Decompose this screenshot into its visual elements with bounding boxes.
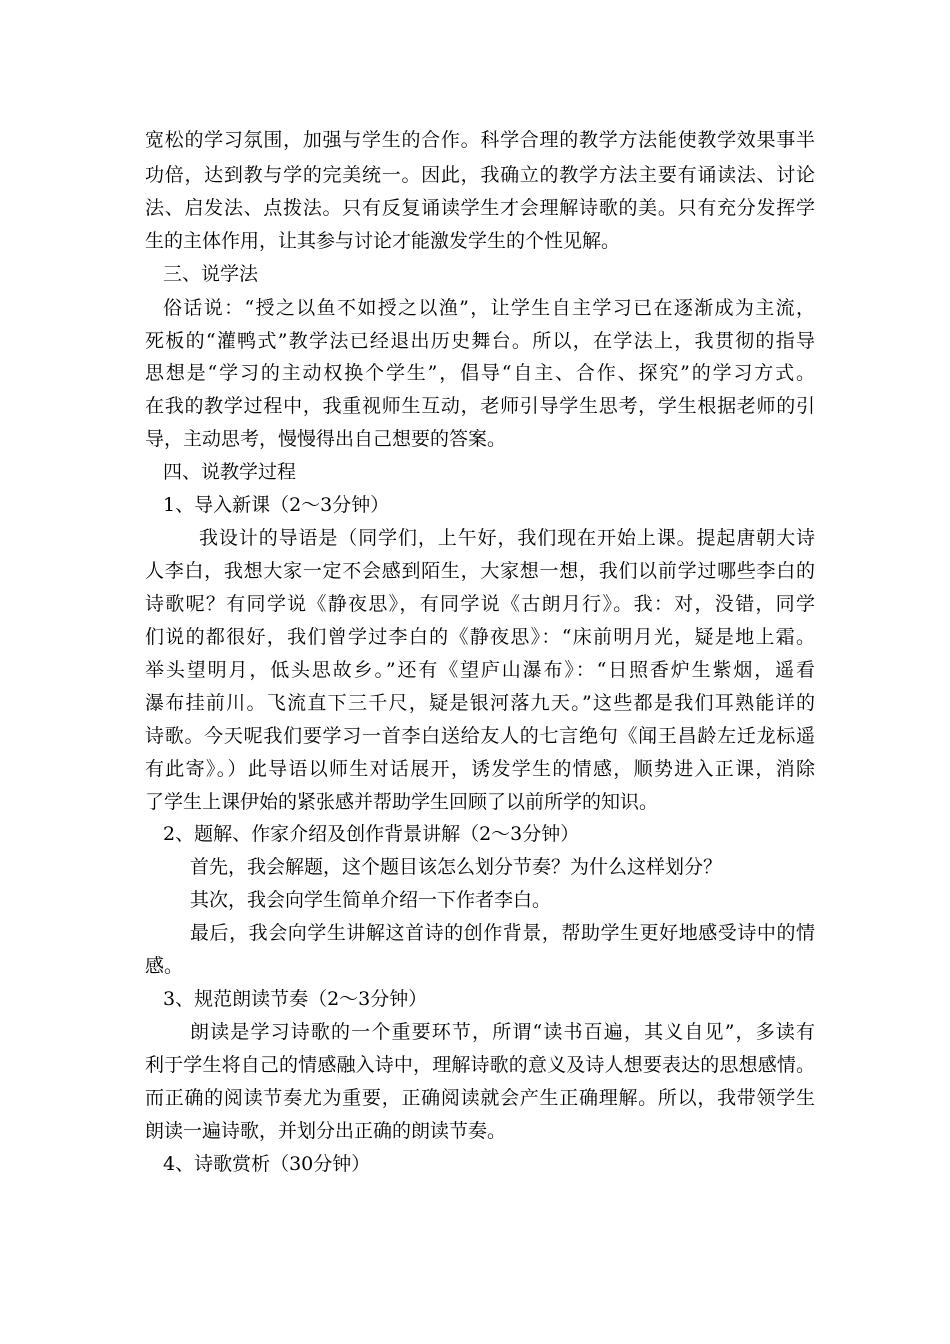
text-line: 首先，我会解题，这个题目该怎么划分节奏？为什么这样划分？ (190, 856, 723, 878)
text-line: 功倍，达到教与学的完美统一。因此，我确立的教学方法主要有诵读法、讨论 (145, 164, 815, 186)
text-line: 利于学生将自己的情感融入诗中，理解诗歌的意义及诗人想要表达的思想感情。 (145, 1054, 815, 1076)
text-line: 举头望明月，低头思故乡。”还有《望庐山瀑布》：“日照香炉生紫烟，遥看 (145, 659, 815, 681)
text-line: 而正确的阅读节奏尤为重要，正确阅读就会产生正确理解。所以，我带领学生 (145, 1087, 815, 1109)
text-line: 们说的都很好，我们曾学过李白的《静夜思》：“床前明月光，疑是地上霜。 (145, 626, 815, 648)
text-line: 人李白，我想大家一定不会感到陌生，大家想一想，我们以前学过哪些李白的 (145, 560, 815, 582)
text-line: 最后，我会向学生讲解这首诗的创作背景，帮助学生更好地感受诗中的情 (190, 922, 815, 944)
text-line: 我设计的导语是（同学们，上午好，我们现在开始上课。提起唐朝大诗 (199, 527, 815, 549)
text-line: 法、启发法、点拨法。只有反复诵读学生才会理解诗歌的美。只有充分发挥学 (145, 197, 815, 219)
text-line: 思想是“学习的主动权换个学生”，倡导“自主、合作、探究”的学习方式。 (145, 362, 815, 384)
text-line: 其次，我会向学生简单介绍一下作者李白。 (190, 889, 552, 911)
section-heading: 三、说学法 (163, 263, 259, 285)
text-line: 朗读一遍诗歌，并划分出正确的朗读节奏。 (145, 1120, 507, 1142)
subsection-heading: 1、导入新课（2～3分钟） (163, 494, 390, 516)
subsection-heading: 2、题解、作家介绍及创作背景讲解（2～3分钟） (163, 823, 580, 845)
text-line: 诗歌呢？有同学说《静夜思》，有同学说《古朗月行》。我：对，没错，同学 (145, 593, 815, 615)
text-line: 导，主动思考，慢慢得出自己想要的答案。 (145, 428, 507, 450)
subsection-heading: 3、规范朗读节奏（2～3分钟） (163, 988, 428, 1010)
text-line: 宽松的学习氛围，加强与学生的合作。科学合理的教学方法能使教学效果事半 (145, 129, 815, 151)
text-line: 了学生上课伊始的紧张感并帮助学生回顾了以前所学的知识。 (145, 791, 659, 813)
text-line: 朗读是学习诗歌的一个重要环节，所谓“读书百遍，其义自见”，多读有 (190, 1021, 815, 1043)
text-line: 有此寄》。）此导语以师生对话展开，诱发学生的情感，顺势进入正课，消除 (145, 758, 815, 780)
text-line: 诗歌。今天呢我们要学习一首李白送给友人的七言绝句《闻王昌龄左迁龙标遥 (145, 725, 815, 747)
text-line: 死板的“灌鸭式”教学法已经退出历史舞台。所以，在学法上，我贯彻的指导 (145, 330, 815, 352)
subsection-heading: 4、诗歌赏析（30分钟） (163, 1153, 371, 1175)
section-heading: 四、说教学过程 (163, 461, 297, 483)
text-line: 生的主体作用，让其参与讨论才能激发学生的个性见解。 (145, 230, 621, 252)
text-line: 感。 (145, 955, 184, 977)
text-line: 瀑布挂前川。飞流直下三千尺，疑是银河落九天。”这些都是我们耳熟能详的 (145, 692, 815, 714)
text-line: 俗话说：“授之以鱼不如授之以渔”，让学生自主学习已在逐渐成为主流， (163, 297, 815, 319)
text-line: 在我的教学过程中，我重视师生互动，老师引导学生思考，学生根据老师的引 (145, 395, 815, 417)
